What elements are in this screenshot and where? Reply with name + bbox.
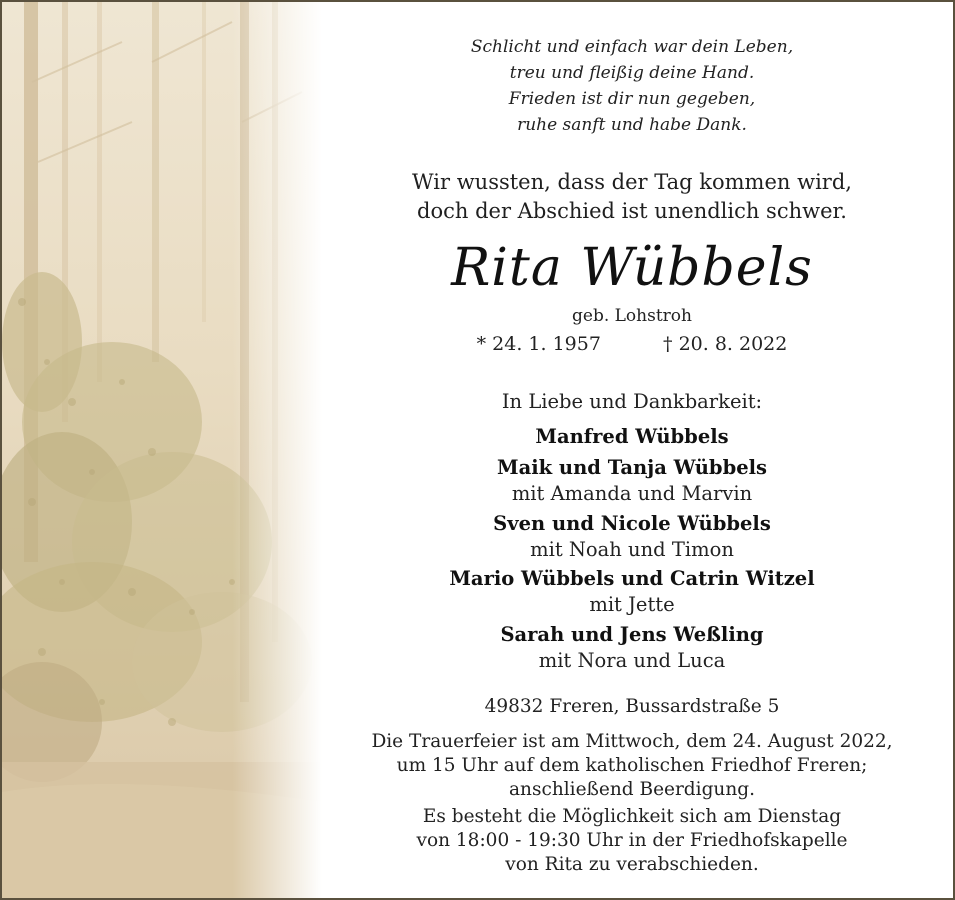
mourner-line: Manfred Wübbels	[535, 425, 729, 448]
mourner-children: mit Noah und Timon	[530, 538, 734, 561]
visitation-line: Es besteht die Möglichkeit sich am Dienstag	[422, 806, 842, 827]
deceased-name: Rita Wübbels	[451, 238, 813, 298]
life-dates	[307, 333, 955, 355]
ceremony-line: Die Trauerfeier ist am Mittwoch, dem 24. August 2022,	[371, 731, 893, 752]
poem-line: Schlicht und einfach war dein Leben,	[470, 37, 794, 57]
forest-image	[2, 2, 322, 898]
mourner-line: Sarah und Jens Weßling	[500, 623, 764, 646]
mourner-children: mit Nora und Luca	[538, 649, 726, 672]
quote-line: Wir wussten, dass der Tag kommen wird,	[412, 170, 852, 194]
poem-line: treu und fleißig deine Hand.	[509, 63, 755, 83]
poem-line: ruhe sanft und habe Dank.	[517, 115, 747, 135]
obituary-text	[307, 2, 955, 898]
maiden-name: geb. Lohstroh	[572, 306, 692, 326]
birth-date: * 24. 1. 1957	[476, 333, 601, 355]
ceremony-line: anschließend Beerdigung.	[509, 779, 755, 800]
ceremony-line: um 15 Uhr auf dem katholischen Friedhof Freren;	[396, 755, 868, 776]
mourner-children: mit Jette	[589, 593, 675, 616]
mourners-intro: In Liebe und Dankbarkeit:	[501, 390, 763, 413]
address: 49832 Freren, Bussardstraße 5	[484, 696, 780, 717]
poem-line: Frieden ist dir nun gegeben,	[508, 89, 756, 109]
visitation-line: von 18:00 - 19:30 Uhr in der Friedhofskapelle	[416, 830, 848, 851]
mourner-line: Sven und Nicole Wübbels	[493, 512, 771, 535]
mourner-line: Maik und Tanja Wübbels	[497, 456, 767, 479]
mourner-line: Mario Wübbels und Catrin Witzel	[449, 567, 815, 590]
visitation-line: von Rita zu verabschieden.	[505, 854, 759, 875]
quote-line: doch der Abschied ist unendlich schwer.	[417, 199, 847, 223]
death-date: † 20. 8. 2022	[663, 333, 788, 355]
mourner-children: mit Amanda und Marvin	[511, 482, 753, 505]
